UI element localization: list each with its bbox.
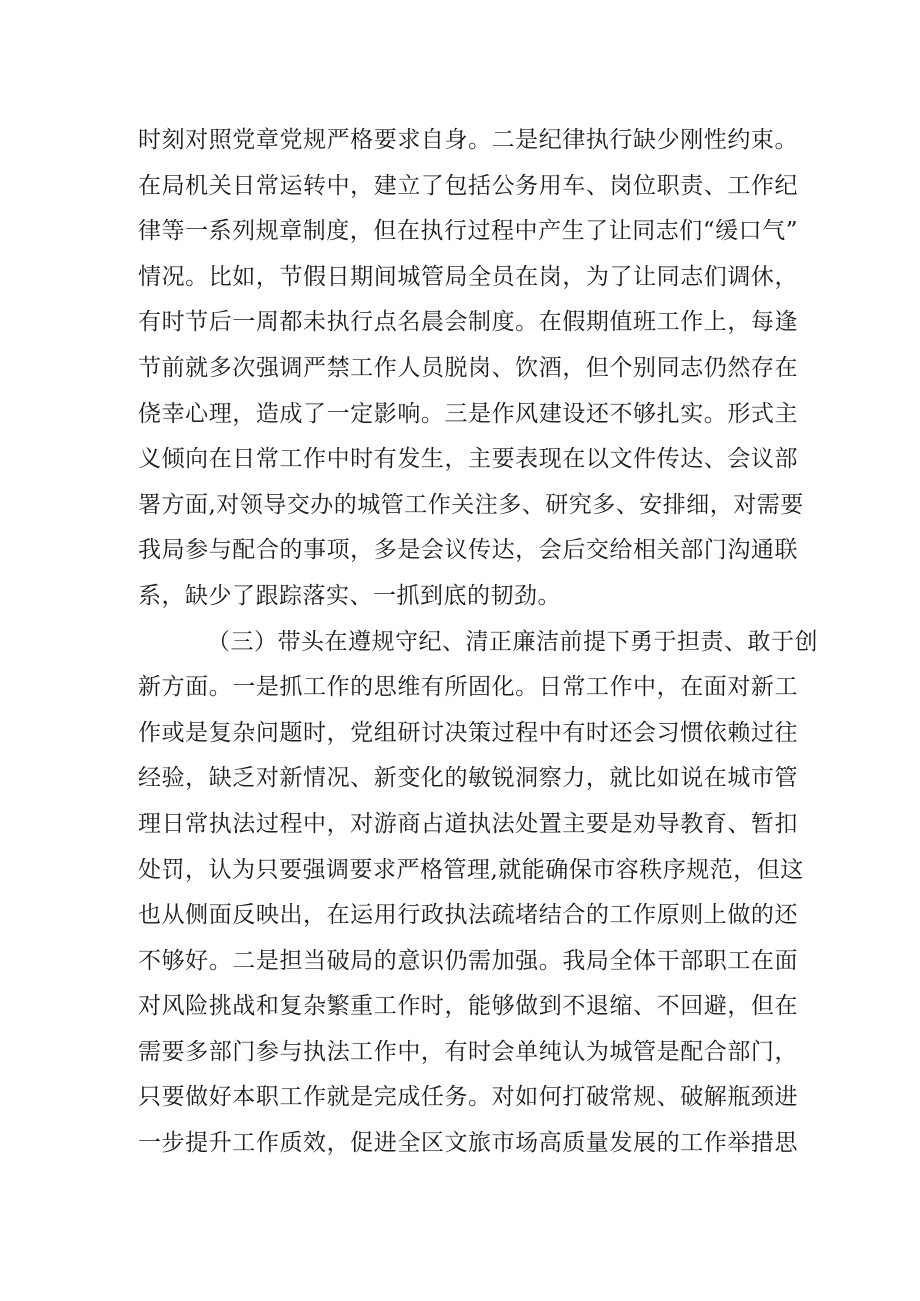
text-line: 一步提升工作质效，促进全区文旅市场高质量发展的工作举措思 bbox=[138, 1130, 798, 1157]
text-line: 经验，缺乏对新情况、新变化的敏锐洞察力，就比如说在城市管 bbox=[138, 765, 798, 792]
body-text bbox=[138, 118, 818, 1167]
text-line: 律等一系列规章制度，但在执行过程中产生了让同志们“缓口气” bbox=[138, 218, 798, 245]
text-line: 我局参与配合的事项，多是会议传达，会后交给相关部门沟通联 bbox=[138, 537, 798, 564]
section-heading-line: （三）带头在遵规守纪、清正廉洁前提下勇于担责、敢于创 bbox=[207, 628, 818, 655]
text-line: 需要多部门参与执法工作中，有时会单纯认为城管是配合部门， bbox=[138, 1038, 798, 1065]
text-line: 时刻对照党章党规严格要求自身。二是纪律执行缺少刚性约束。 bbox=[138, 127, 798, 153]
text-line: 新方面。一是抓工作的思维有所固化。日常工作中，在面对新工 bbox=[138, 674, 798, 701]
text-line: 只要做好本职工作就是完成任务。对如何打破常规、破解瓶颈进 bbox=[138, 1084, 798, 1111]
text-line: 不够好。二是担当破局的意识仍需加强。我局全体干部职工在面 bbox=[138, 947, 798, 974]
text-line: 处罚，认为只要强调要求严格管理,就能确保市容秩序规范，但这 bbox=[138, 856, 804, 883]
text-line: 署方面,对领导交办的城管工作关注多、研究多、安排细，对需要 bbox=[138, 491, 804, 518]
text-line: 系，缺少了跟踪落实、一抓到底的韧劲。 bbox=[138, 582, 561, 609]
text-line: 侥幸心理，造成了一定影响。三是作风建设还不够扎实。形式主 bbox=[138, 400, 798, 427]
text-line: 作或是复杂问题时，党组研讨决策过程中有时还会习惯依赖过往 bbox=[138, 719, 798, 746]
text-line: 也从侧面反映出，在运用行政执法疏堵结合的工作原则上做的还 bbox=[138, 902, 798, 929]
text-line: 理日常执法过程中，对游商占道执法处置主要是劝导教育、暂扣 bbox=[138, 810, 798, 837]
text-line: 对风险挑战和复杂繁重工作时，能够做到不退缩、不回避，但在 bbox=[138, 993, 798, 1020]
text-line: 义倾向在日常工作中时有发生，主要表现在以文件传达、会议部 bbox=[138, 446, 798, 473]
text-line: 节前就多次强调严禁工作人员脱岗、饮酒，但个别同志仍然存在 bbox=[138, 354, 798, 381]
text-line: 有时节后一周都未执行点名晨会制度。在假期值班工作上，每逢 bbox=[138, 309, 798, 336]
text-line: 在局机关日常运转中，建立了包括公务用车、岗位职责、工作纪 bbox=[138, 172, 798, 199]
text-line: 情况。比如，节假日期间城管局全员在岗，为了让同志们调休， bbox=[138, 263, 798, 290]
